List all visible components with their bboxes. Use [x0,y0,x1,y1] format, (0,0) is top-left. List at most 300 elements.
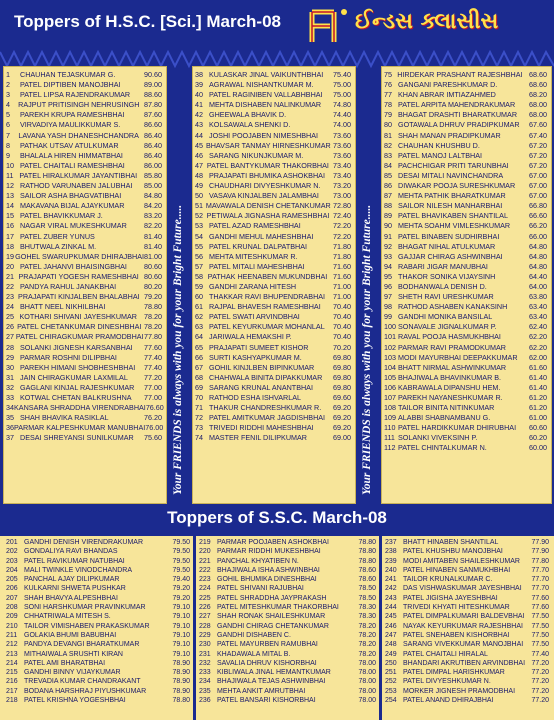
score: 61.20 [529,403,547,413]
ssc-list-3 [385,538,549,705]
student-name: GANDHI MONIKA BANSILAL [398,312,493,322]
table-row [6,161,162,171]
rank: 112 [384,443,396,453]
rank: 202 [6,548,18,556]
table-row [384,80,547,90]
student-name: PAREKH NAYANESHKUMAR R. [398,393,503,402]
score: 60.60 [529,423,547,433]
table-row [384,383,547,393]
table-row [6,332,162,342]
student-name: PATEL BHAVIKKUMAR J. [20,211,103,221]
table-row [195,343,351,353]
rank: 201 [6,539,18,546]
rank: 61 [195,302,203,312]
score: 68.60 [529,80,547,90]
score: 77.90 [531,539,549,546]
table-row [6,668,190,677]
table-row [195,393,351,403]
ssc-list-2 [199,538,376,705]
student-name: SHETH RAVI URESHKUMAR [398,292,494,302]
score: 61.60 [529,362,547,372]
table-row [195,131,351,141]
rank: 67 [195,362,203,372]
student-name: BHANDARI AKRUTIBEN ARVINDBHAI [403,659,526,667]
student-name: KULASKAR JINAL VAIKUNTHBHAI [209,70,324,79]
student-name: PANDYA DEVANGI BHARATKUMAR [24,641,140,649]
student-name: PATEL AZAD RAMESHBHAI [209,221,301,231]
motto-left: Your FRIENDS is always with you for your Bright Future..... [172,204,184,495]
student-name: CHAUHAN KHUSHBU D. [398,140,480,150]
student-name: PATEL KRISHNA YOGESHBHAI [24,697,126,705]
student-name: GAGLANI KINJAL RAJESHKUMAR [20,382,135,392]
hsc-list-1 [6,70,162,443]
table-row [6,151,162,161]
score: 81.40 [144,241,162,251]
score: 79.10 [172,650,190,658]
rank: 97 [384,292,392,302]
student-name: DESAI MITALI NAVINCHANDRA [398,170,504,180]
score: 79.10 [172,641,190,649]
score: 78.80 [358,539,376,546]
score: 69.00 [333,433,351,443]
student-name: TRIVEDI RIDDHI MAHESHBHAI [209,423,314,433]
table-row [195,312,351,322]
score: 83.20 [144,211,162,221]
rank: 230 [199,641,211,649]
score: 78.60 [358,566,376,574]
score: 77.50 [531,622,549,630]
table-row [384,302,547,312]
student-name: VIRVADIYA MAULIKKUMAR S. [20,120,121,130]
student-name: GANDHI DENISH VIRENDRAKUMAR [24,539,144,546]
score: 64.80 [529,251,547,261]
rank: 68 [195,372,203,382]
rank: 79 [384,110,392,120]
rank: 243 [385,594,397,602]
table-row [384,120,547,130]
rank: 91 [384,231,392,241]
table-row [6,100,162,110]
rank: 98 [384,302,392,312]
score: 73.60 [333,150,351,160]
score: 78.00 [358,687,376,695]
rank: 106 [384,382,396,392]
student-name: BHAGAT DRASHTI BHARATKUMAR [398,110,518,120]
table-row [384,221,547,231]
rank: 56 [195,251,203,261]
score: 79.50 [172,557,190,565]
student-name: GOHIL BHUMIKA DINESHBHAI [217,576,317,584]
student-name: MITHAIWALA SRUSHTI KIRAN [24,650,123,658]
table-row [385,557,549,566]
student-name: CHAUDHARI DIVYESHKUMAR N. [209,181,321,191]
score: 71.60 [333,261,351,271]
student-name: DIWAKAR POOJA SURESHKUMAR [398,181,516,191]
student-name: SOLANKI VIVEKSINH P. [398,433,478,443]
student-name: AGRAWAL NISHANTKUMAR M. [209,80,314,90]
student-name: PATEL MITALI MAHESHBHAI [209,261,305,271]
table-row [6,393,162,403]
student-name: BHUTWALA ZINKAL M. [20,241,97,251]
student-name: DESAI SHREYANSI SUNILKUMAR [20,433,134,443]
score: 67.40 [529,130,547,140]
rank: 99 [384,312,392,322]
rank: 210 [6,622,18,630]
rank: 49 [195,181,203,191]
student-name: BHAJIWALA ISHA ASHWINBHAI [217,566,320,574]
rank: 52 [195,211,203,221]
score: 78.20 [358,650,376,658]
rank: 90 [384,221,392,231]
score: 73.40 [333,170,351,180]
table-row [195,100,351,110]
score: 77.50 [531,631,549,639]
rank: 209 [6,613,18,621]
rank: 12 [6,181,14,191]
score: 78.20 [358,622,376,630]
score: 87.60 [144,110,162,120]
score: 69.80 [333,382,351,392]
score: 75.40 [333,70,351,79]
student-name: PAREKH HIMANI SHOBHESHBHAI [20,362,136,372]
table-row [6,272,162,282]
table-row [385,575,549,584]
student-name: BHAJIWALA BHAVINKUMAR B. [398,372,502,382]
rank: 105 [384,372,396,382]
rank: 233 [199,669,211,677]
score: 66.60 [529,211,547,221]
student-name: PRAJAPATI SUMEET KISHOR [209,342,309,352]
ssc-separator-2 [379,536,382,720]
rank: 59 [195,281,203,291]
score: 75.00 [333,80,351,90]
rank: 40 [195,90,203,100]
student-name: PARMAR ROSHNI DILIPBHAI [20,352,117,362]
logo-text: ઈન્ડસ ક્લાસીસ [355,9,499,34]
student-name: JAIN CHIRAGKUMAR LAXMILAL [20,372,128,382]
table-row [195,242,351,252]
score: 78.30 [358,604,376,612]
score: 78.90 [172,687,190,695]
rank: 225 [199,594,211,602]
rank: 64 [195,332,203,342]
score: 79.50 [172,566,190,574]
table-row [195,353,351,363]
student-name: JARIWALA HEMAKSHI P. [209,332,292,342]
student-name: PATEL ANAND DHIRAJBHAI [403,697,494,705]
table-row [385,622,549,631]
rank: 220 [199,548,211,556]
student-name: BHAVSAR TANMAY HIRNESHKUMAR [205,140,331,150]
rank: 226 [199,604,211,612]
table-row [195,413,351,423]
rank: 204 [6,566,18,574]
score: 77.20 [144,372,162,382]
student-name: PATEL CHIRAGKUMAR PRAMODBHAI [15,332,144,342]
table-row [6,584,190,593]
student-name: PATEL AMITKUMAR JAGDISHBHAI [208,413,326,423]
score: 84.20 [144,201,162,211]
score: 67.20 [529,150,547,160]
table-row [199,687,376,696]
student-name: PATEL CHAITALI RAMESHBHAI [20,160,125,170]
student-name: VASAVA KINJALBEN JALAMBHAI [209,191,319,201]
student-name: RATHOD ESHA ISHVARLAL [209,393,301,402]
table-row [199,668,376,677]
table-row [6,282,162,292]
student-name: GANDHI DISHABEN C. [217,631,291,639]
rank: 26 [6,322,14,332]
score: 77.70 [531,585,549,593]
student-name: RATHOD VARUNABEN JALUBHAI [20,181,133,191]
table-row [199,557,376,566]
table-row [195,322,351,332]
table-row [384,353,547,363]
table-row [6,70,162,80]
table-row [195,191,351,201]
rank: 227 [199,613,211,621]
score: 77.60 [531,604,549,612]
rank: 111 [384,433,395,443]
student-name: PATEL RAGINIBEN VALLABHBHAI [209,90,323,100]
rank: 245 [385,613,397,621]
rank: 82 [384,140,392,150]
rank: 249 [385,650,397,658]
table-row [6,322,162,332]
student-name: TAILOR BINITA NITINKUMAR [398,403,495,413]
rank: 15 [6,211,14,221]
student-name: PATEL DIMPALKUMARI BALDEVBHAI [403,613,525,621]
score: 78.50 [358,594,376,602]
score: 67.20 [529,160,547,170]
student-name: NAYAK KEYURKUMAR RAJESHBHAI [403,622,523,630]
table-row [6,363,162,373]
table-row [195,373,351,383]
hsc-list-2 [195,70,351,443]
rank: 77 [384,90,392,100]
table-row [384,433,547,443]
rank: 58 [195,271,203,281]
rank: 19 [6,251,14,261]
table-row [385,631,549,640]
score: 79.50 [172,539,190,546]
student-name: PRAJAPATI KINJALBEN BHALABHAI [18,292,140,302]
student-name: PATEL ZUBER YUNUS [20,231,95,241]
score: 80.60 [144,261,162,271]
score: 77.70 [531,576,549,584]
student-name: SHAH MANAN PRADIPKUMAR [398,130,501,140]
score: 78.20 [144,322,162,332]
score: 79.20 [172,585,190,593]
table-row [195,363,351,373]
student-name: PATHAK UTSAV ATULKUMAR [20,140,119,150]
table-row [384,232,547,242]
score: 77.00 [144,382,162,392]
score: 69.20 [333,413,351,423]
table-row [6,557,190,566]
student-name: BHAJIWALA TEJAS ASHWINBHAI [217,678,326,686]
rank: 224 [199,585,211,593]
rank: 96 [384,281,392,291]
score: 66.20 [529,221,547,231]
score: 71.80 [333,241,351,251]
student-name: CHAHWALA BINITA DIPAKKUMAR [209,372,323,382]
score: 67.00 [529,191,547,201]
score: 78.20 [358,641,376,649]
rank: 228 [199,622,211,630]
student-name: PATEL RAVIKUMAR NATUBHAI [24,557,125,565]
student-name: MALI TWINKLE VINODCHANDRA [24,566,132,574]
table-row [384,70,547,80]
score: 79.20 [172,594,190,602]
rank: 29 [6,352,14,362]
student-name: MORKER JIGNESH PRAMODBHAI [403,687,516,695]
score: 89.00 [144,80,162,90]
score: 67.00 [529,181,547,191]
table-row [195,302,351,312]
score: 71.00 [333,281,351,291]
score: 62.20 [529,332,547,342]
rank: 232 [199,659,211,667]
table-row [199,594,376,603]
table-row [195,383,351,393]
table-row [385,659,549,668]
student-name: MEHTA SOAHM VIMLESHKUMAR [398,221,511,231]
student-name: THAKKAR RAVI BHUPENDRABHAI [208,292,326,302]
rank: 4 [6,100,10,110]
rank: 2 [6,80,10,90]
ssc-list-1 [6,538,190,705]
score: 70.40 [333,312,351,322]
rank: 207 [6,594,18,602]
student-name: SONI HARSHKUMAR PRAVINKUMAR [24,604,146,612]
rank: 235 [199,687,211,695]
score: 77.40 [144,352,162,362]
student-name: SARANG NIKUNJKUMAR M. [209,150,304,160]
score: 62.00 [529,352,547,362]
rank: 242 [385,585,397,593]
rank: 70 [195,393,203,402]
student-name: PATEL CHETANKUMAR DINESHBHAI [17,322,142,332]
rank: 38 [195,70,203,79]
table-row [384,90,547,100]
score: 67.00 [529,170,547,180]
rank: 205 [6,576,18,584]
rank: 88 [384,201,392,211]
table-row [199,612,376,621]
rank: 27 [6,332,14,342]
table-row [199,631,376,640]
table-row [195,252,351,262]
table-row [195,403,351,413]
rank: 60 [195,292,203,302]
score: 78.20 [358,631,376,639]
student-name: KABRAWALA DIPANSHU HEM. [398,382,501,392]
score: 69.80 [333,372,351,382]
table-row [195,161,351,171]
student-name: MAKAVANA BIJAL AJAYKUMAR [20,201,125,211]
rank: 94 [384,261,392,271]
student-name: CHHATRIWALA MITESH S. [24,613,111,621]
student-name: GOLAKIA BHUMI BABUBHAI [24,631,117,639]
score: 77.60 [531,594,549,602]
score: 73.20 [333,181,351,191]
score: 76.20 [144,413,162,423]
rank: 73 [195,423,203,433]
score: 86.40 [144,130,162,140]
score: 61.40 [529,382,547,392]
student-name: GANDHI CHIRAG CHETANKUMAR [217,622,329,630]
student-name: GAJJAR CHIRAG ASHWINBHAI [398,251,503,261]
student-name: PATEL ARPITA MAHENDRAKUMAR [398,100,516,110]
student-name: BHATT HINABEN SHANTILAL [403,539,499,546]
student-name: PARMAR POOJABEN ASHOKBHAI [217,539,329,546]
score: 68.20 [529,90,547,100]
student-name: KULKARNI SHWETA PUSHKAR [24,585,126,593]
table-row [384,343,547,353]
table-row [385,566,549,575]
student-name: SONAVALE JIGNALKUMAR P. [398,322,497,332]
table-row [195,171,351,181]
rank: 231 [199,650,211,658]
table-row [385,668,549,677]
table-row [384,312,547,322]
table-row [6,687,190,696]
table-row [384,373,547,383]
rank: 24 [6,302,14,312]
student-name: PANDYA RAHUL JANAKBHAI [20,281,117,291]
student-name: KOTHARI SHIVANI JAYESHKUMAR [19,312,137,322]
rank: 36 [6,423,14,433]
score: 72.20 [333,221,351,231]
student-name: KIBLIWALA JINAL HEMANTKUMAR [217,669,331,677]
rank: 206 [6,585,18,593]
rank: 62 [195,312,203,322]
table-row [6,423,162,433]
table-row [6,594,190,603]
student-name: GANGANI PARESHKUMAR D. [398,80,498,90]
rank: 10 [6,160,14,170]
table-row [384,161,547,171]
table-row [6,141,162,151]
rank: 39 [195,80,203,90]
student-name: PARMAR KALPESHKUMAR MANUBHAI [14,423,146,433]
rank: 65 [195,342,203,352]
table-row [199,575,376,584]
student-name: MEHTA PATHIK BHARATKUMAR [398,191,506,201]
score: 77.20 [531,669,549,677]
student-name: PANCHAL KHYATIBEN N. [217,557,299,565]
table-row [6,640,190,649]
table-row [384,292,547,302]
score: 79.50 [172,548,190,556]
rank: 16 [6,221,14,231]
rank: 66 [195,352,203,362]
rank: 222 [199,566,211,574]
table-row [384,282,547,292]
student-name: MODI AMITABEN SHAILESHKUMAR [403,557,520,565]
student-name: PARMAR RIDDHI MUKESHBHAI [217,548,321,556]
table-row [199,696,376,705]
student-name: TRIVEDI KHYATI HITESHKUMAR [403,604,510,612]
table-row [384,141,547,151]
table-row [6,90,162,100]
student-name: BODHANWALA DENISH D. [398,281,487,291]
student-name: GANDHI ZARANA HITESH [209,281,297,291]
score: 77.90 [531,548,549,556]
rank: 240 [385,566,397,574]
rank: 211 [6,631,18,639]
